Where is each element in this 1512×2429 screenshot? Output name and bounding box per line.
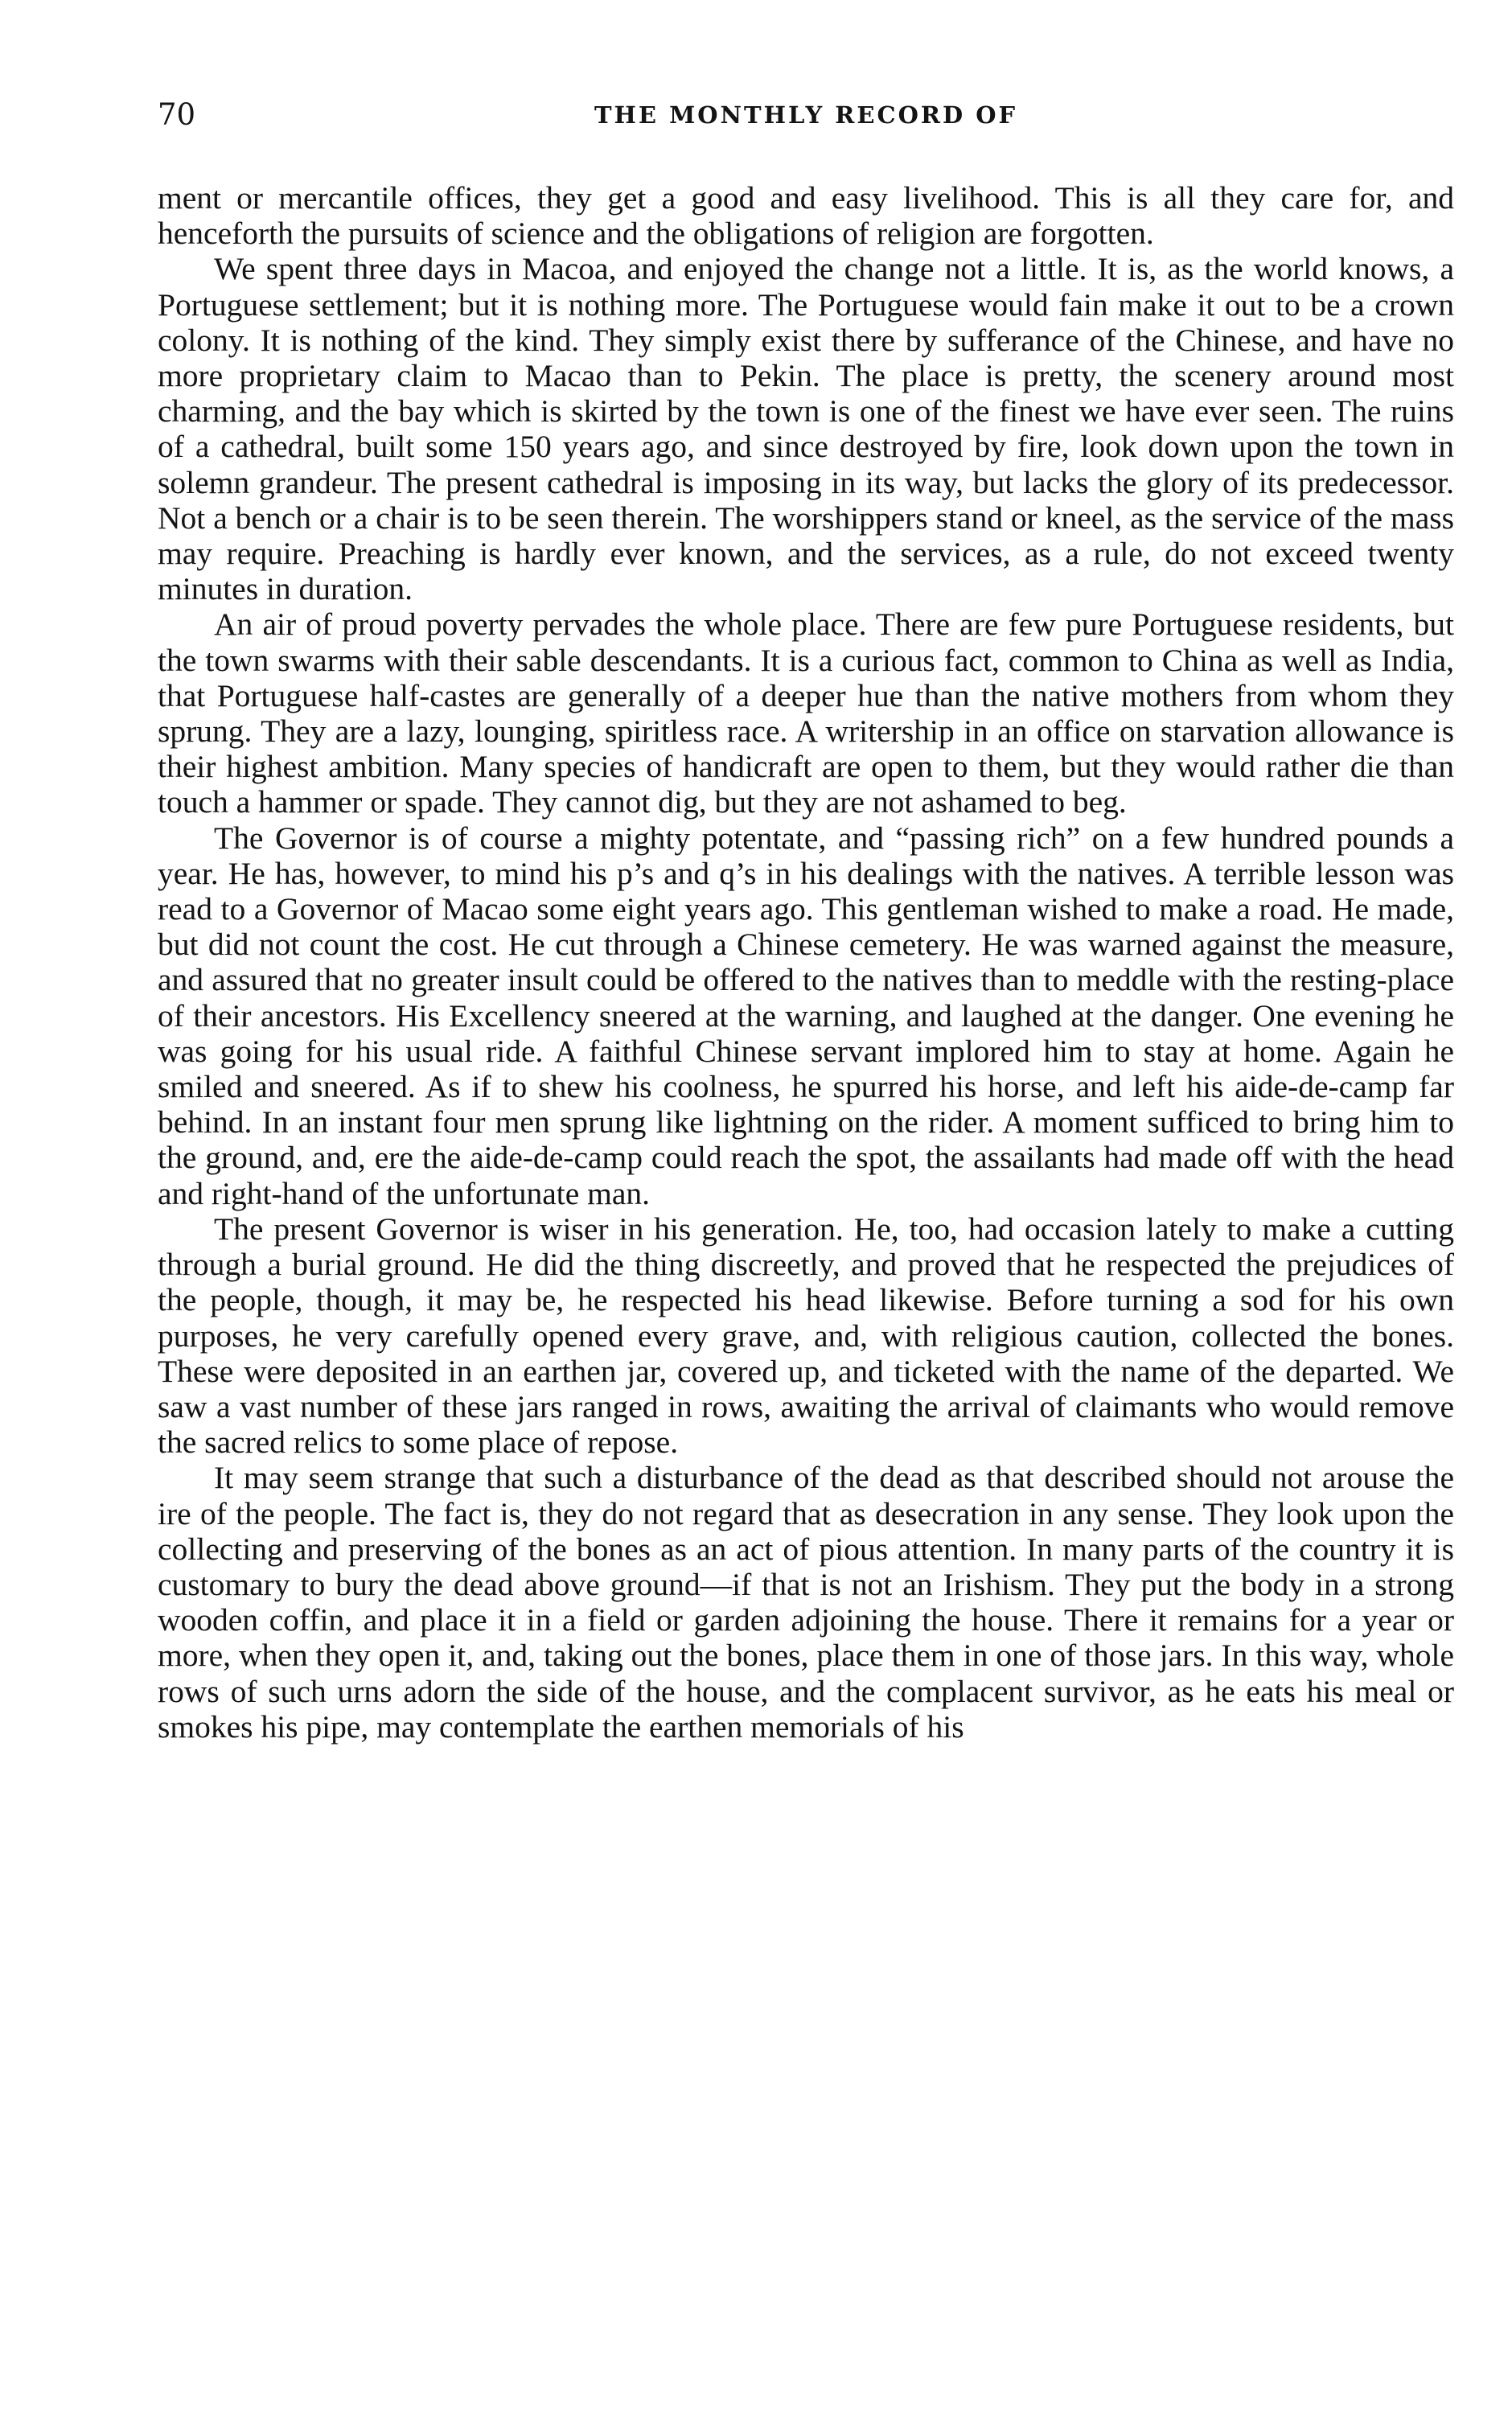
- article-body: [158, 180, 1454, 1745]
- paragraph-3: An air of proud poverty pervades the whole place. There are few pure Portuguese residents, but the town swarms with their sable descendants. It is a curious fact, common to China as well as India, that Portuguese half-castes are generally of a deeper hue than the native mothers from whom they sprung. They are a lazy, lounging, spiritless race. A writership in an office on starvation allowance is their highest ambition. Many species of handicraft are open to them, but they would rather die than touch a hammer or spade. They cannot dig, but they are not ashamed to beg.: [158, 606, 1454, 820]
- page-number: 70: [158, 97, 196, 132]
- paragraph-6: It may seem strange that such a disturbance of the dead as that described should not arouse the ire of the people. The fact is, they do not regard that as desecration in any sense. They look upon the collecting and preserving of the bones as an act of pious attention. In many parts of the country it is customary to bury the dead above ground—if that is not an Irishism. They put the body in a strong wooden coffin, and place it in a field or garden adjoining the house. There it remains for a year or more, when they open it, and, taking out the bones, place them in one of those jars. In this way, whole rows of such urns adorn the side of the house, and the complacent survivor, as he eats his meal or smokes his pipe, may contemplate the earthen memorials of his: [158, 1460, 1454, 1745]
- running-head: [158, 95, 1454, 135]
- paragraph-4: The Governor is of course a mighty potentate, and “passing rich” on a few hundred pounds a year. He has, however, to mind his p’s and q’s in his dealings with the natives. A terrible lesson was read to a Governor of Macao some eight years ago. This gentleman wished to make a road. He made, but did not count the cost. He cut through a Chinese cemetery. He was warned against the measure, and assured that no greater insult could be offered to the natives than to meddle with the resting-place of their ancestors. His Excellency sneered at the warning, and laughed at the danger. One evening he was going for his usual ride. A faithful Chinese servant implored him to stay at home. Again he smiled and sneered. As if to shew his coolness, he spurred his horse, and left his aide-de-camp far behind. In an instant four men sprung like lightning on the rider. A moment sufficed to bring him to the ground, and, ere the aide-de-camp could reach the spot, the assailants had made off with the head and right-hand of the unfortunate man.: [158, 820, 1454, 1211]
- paragraph-2: We spent three days in Macoa, and enjoyed the change not a little. It is, as the world knows, a Portuguese settlement; but it is nothing more. The Portuguese would fain make it out to be a crown colony. It is nothing of the kind. They simply exist there by sufferance of the Chinese, and have no more proprietary claim to Macao than to Pekin. The place is pretty, the scenery around most charming, and the bay which is skirted by the town is one of the finest we have ever seen. The ruins of a cathedral, built some 150 years ago, and since destroyed by fire, look down upon the town in solemn grandeur. The present cathedral is imposing in its way, but lacks the glory of its predecessor. Not a bench or a chair is to be seen therein. The worshippers stand or kneel, as the service of the mass may require. Preaching is hardly ever known, and the services, as a rule, do not exceed twenty minutes in duration.: [158, 251, 1454, 607]
- paragraph-1: ment or mercantile offices, they get a good and easy livelihood. This is all they care for, and henceforth the pursuits of science and the obligations of religion are forgotten.: [158, 180, 1454, 252]
- paragraph-5: The present Governor is wiser in his generation. He, too, had occasion lately to make a cutting through a burial ground. He did the thing discreetly, and proved that he respected the prejudices of the people, though, it may be, he respected his head likewise. Before turning a sod for his own purposes, he very carefully opened every grave, and, with religious caution, collected the bones. These were deposited in an earthen jar, covered up, and ticketed with the name of the departed. We saw a vast number of these jars ranged in rows, awaiting the arrival of claimants who would remove the sacred relics to some place of repose.: [158, 1210, 1454, 1461]
- header-title: THE MONTHLY RECORD OF: [594, 101, 1018, 129]
